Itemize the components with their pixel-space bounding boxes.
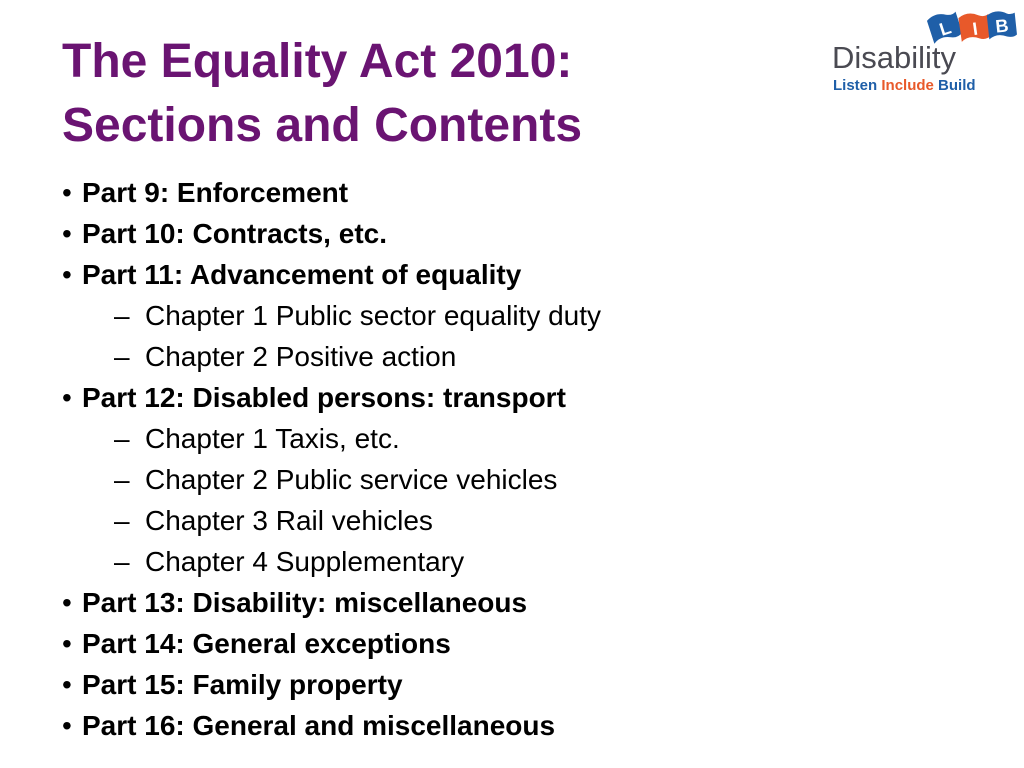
contents-list <box>62 172 601 746</box>
chapter-list-item <box>62 336 601 377</box>
dash-marker: – <box>114 423 130 454</box>
flag-b-letter: B <box>994 15 1010 37</box>
dash-marker: – <box>114 546 130 577</box>
chapter-text: Chapter 3 Rail vehicles <box>145 505 433 536</box>
logo-wordmark: Disability <box>832 40 957 75</box>
chapter-text: Chapter 2 Positive action <box>145 341 457 372</box>
logo-tagline <box>833 77 976 95</box>
chapter-text: Chapter 1 Taxis, etc. <box>145 423 400 454</box>
logo-tag-include: Include <box>881 77 934 94</box>
dash-marker: – <box>114 464 130 495</box>
part-text: Part 10: Contracts, etc. <box>82 218 387 249</box>
part-text: Part 11: Advancement of equality <box>82 259 522 290</box>
part-list-item <box>62 705 601 746</box>
bullet-marker: • <box>62 587 72 618</box>
bullet-marker: • <box>62 382 72 413</box>
slide-title-line-2: Sections and Contents <box>62 99 583 152</box>
bullet-marker: • <box>62 710 72 741</box>
logo-tag-listen: Listen <box>833 77 878 94</box>
flag-i-letter: I <box>971 18 980 40</box>
bullet-marker: • <box>62 259 72 290</box>
chapter-list-item <box>62 541 601 582</box>
bullet-marker: • <box>62 628 72 659</box>
slide-title-line-1: The Equality Act 2010: <box>62 35 573 88</box>
slide-title <box>62 30 582 158</box>
part-list-item <box>62 582 601 623</box>
dash-marker: – <box>114 300 130 331</box>
logo-tag-build: Build <box>938 77 976 94</box>
chapter-list-item <box>62 500 601 541</box>
part-text: Part 9: Enforcement <box>82 177 349 208</box>
disability-lib-logo <box>828 4 1018 100</box>
chapter-text: Chapter 1 Public sector equality duty <box>145 300 602 331</box>
chapter-text: Chapter 2 Public service vehicles <box>145 464 558 495</box>
part-text: Part 13: Disability: miscellaneous <box>82 587 528 618</box>
dash-marker: – <box>114 341 130 372</box>
part-list-item <box>62 664 601 705</box>
part-text: Part 14: General exceptions <box>82 628 451 659</box>
bullet-marker: • <box>62 669 72 700</box>
part-text: Part 15: Family property <box>82 669 403 700</box>
part-list-item <box>62 213 601 254</box>
chapter-list-item <box>62 295 601 336</box>
flag-l-letter: L <box>936 17 954 40</box>
part-list-item <box>62 254 601 295</box>
part-list-item <box>62 172 601 213</box>
part-text: Part 12: Disabled persons: transport <box>82 382 566 413</box>
part-list-item <box>62 623 601 664</box>
bullet-marker: • <box>62 218 72 249</box>
part-text: Part 16: General and miscellaneous <box>82 710 556 741</box>
dash-marker: – <box>114 505 130 536</box>
part-list-item <box>62 377 601 418</box>
chapter-list-item <box>62 418 601 459</box>
chapter-list-item <box>62 459 601 500</box>
bullet-marker: • <box>62 177 72 208</box>
chapter-text: Chapter 4 Supplementary <box>145 546 465 577</box>
